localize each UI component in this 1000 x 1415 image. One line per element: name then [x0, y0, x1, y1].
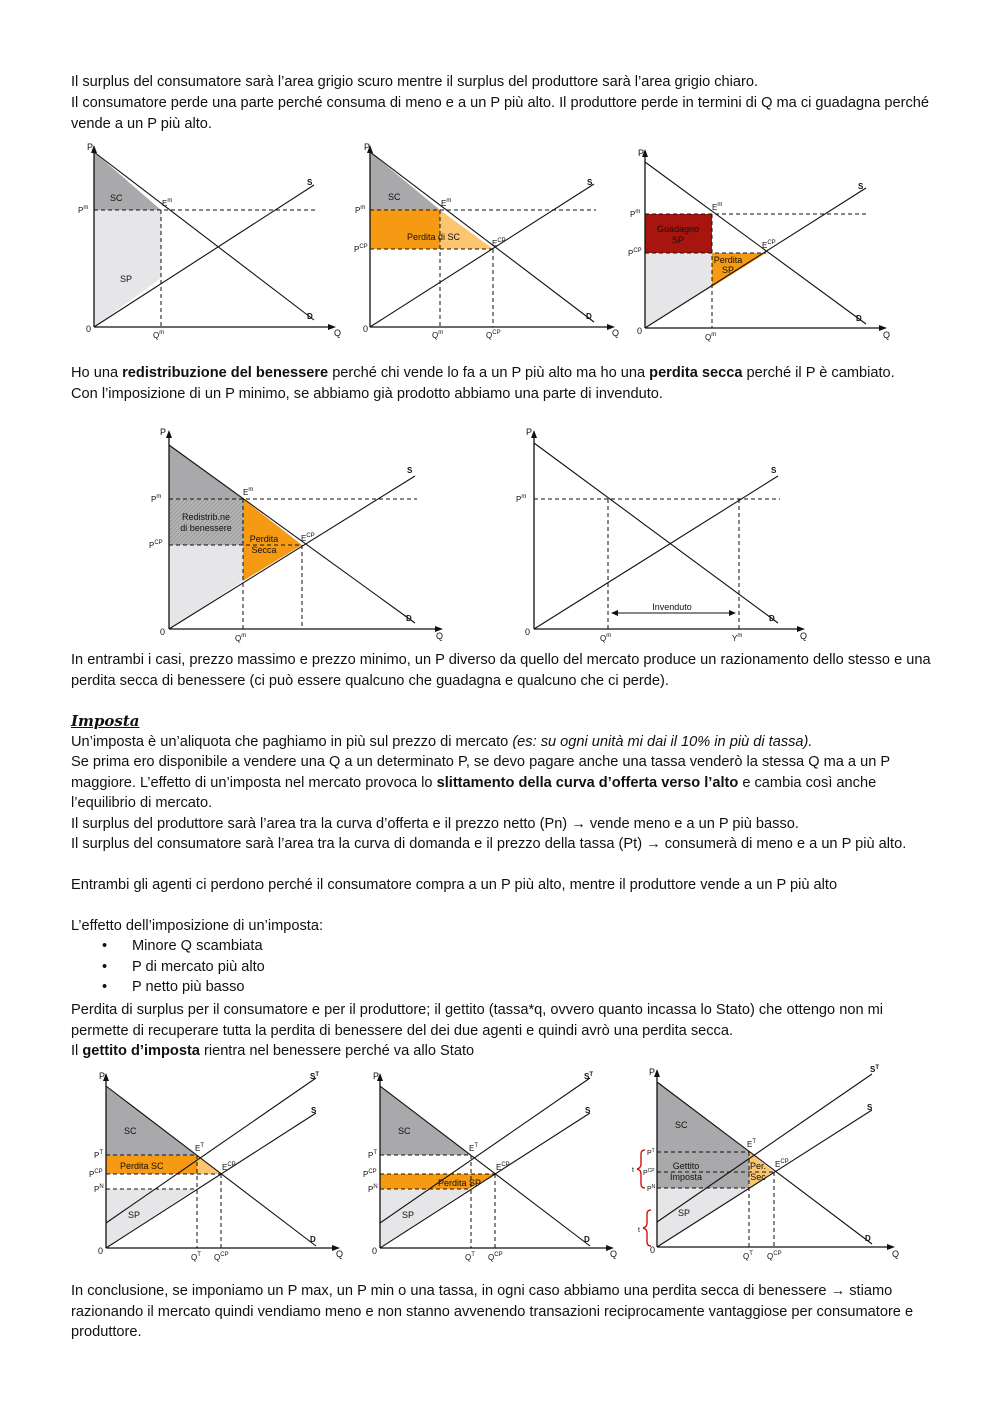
- svg-text:0: 0: [372, 1246, 378, 1256]
- svg-text:0: 0: [363, 324, 369, 334]
- svg-text:P: P: [526, 427, 533, 437]
- svg-text:S: S: [587, 178, 593, 187]
- paragraph-surplus-produttore: Il surplus del produttore sarà l’area tra la curva d’offerta e il prezzo netto (Pn) → vende meno e a un P più basso.: [71, 816, 799, 832]
- paragraph-slittamento: Se prima ero disponibile a vendere una Q a un determinato P, se devo pagare anche una tassa venderò la stessa Q ma a un P maggiore. L’effetto di un’imposta nel mercato provoca lo slittamento della curva d’offerta verso l’alto e cambia così anche l’equilibrio di mercato.: [71, 754, 890, 811]
- svg-text:Q: Q: [612, 328, 620, 338]
- svg-text:SP: SP: [678, 1208, 691, 1218]
- svg-text:di benessere: di benessere: [180, 523, 232, 533]
- svg-text:Q: Q: [610, 1249, 618, 1259]
- graph-prezzo-massimo-surplus: [78, 140, 348, 340]
- svg-text:QT: $Q^T$: [191, 1252, 201, 1262]
- svg-text:D: D: [769, 614, 775, 623]
- svg-text:ET: $E^T$: [195, 1143, 205, 1153]
- paragraph-entrambi-i-casi: In entrambi i casi, prezzo massimo e prezzo minimo, un P diverso da quello del mercato produce un razionamento dello stesso e una perdita secca di benessere (ci può essere qualcuno che guadagna e qualcuno che ci perde).: [71, 652, 931, 689]
- svg-text:ECP: $E^{CP}$: [496, 1162, 510, 1172]
- axis-q: Q: [334, 328, 342, 338]
- list-item: • Minore Q scambiata: [100, 936, 265, 957]
- svg-text:QCP: $Q^{CP}$: [214, 1252, 229, 1262]
- svg-text:ST: $S^T$: [870, 1065, 880, 1074]
- svg-text:PCP: $P^{CP}$: [363, 1169, 377, 1179]
- list-item: • P di mercato più alto: [100, 957, 265, 978]
- label-pm: $P^m$: [78, 205, 89, 215]
- svg-text:Qm: $Q^m$: [432, 330, 444, 340]
- svg-text:Pm: $P^m$: [630, 209, 641, 219]
- svg-text:S: S: [585, 1106, 591, 1115]
- svg-text:Imposta: Imposta: [669, 1172, 703, 1182]
- svg-text:Secca: Secca: [251, 545, 277, 555]
- svg-text:ECP: $E^{CP}$: [222, 1162, 236, 1172]
- paragraph-gettito: Il gettito d’imposta rientra nel benessere perché va allo Stato: [71, 1043, 475, 1059]
- label-perdita-secca: Perdita: [249, 534, 279, 544]
- area-sp: [94, 210, 161, 327]
- svg-text:QCP: $Q^{CP}$: [486, 330, 501, 340]
- list-item: • P netto più basso: [100, 977, 265, 998]
- svg-text:D: D: [856, 314, 862, 323]
- svg-text:Qm: $Q^m$: [600, 633, 612, 643]
- svg-text:PN: $P^N$: [94, 1184, 104, 1194]
- label-sc: SC: [110, 193, 123, 203]
- axis-p: P: [87, 142, 94, 152]
- svg-text:PCP: $P^{CP}$: [149, 540, 163, 550]
- svg-text:S: S: [867, 1103, 873, 1112]
- graph-imposta-perdita-sc: [84, 1068, 349, 1263]
- label-perdita-di-sc: Perdita di SC: [407, 232, 461, 242]
- svg-text:ST: $S^T$: [584, 1072, 594, 1081]
- svg-text:P: P: [373, 1071, 380, 1081]
- paragraph-surplus-areas: Il surplus del consumatore sarà l’area grigio scuro mentre il surplus del produttore sarà l’area grigio chiaro.: [71, 74, 759, 90]
- svg-text:PT: $P^T$: [94, 1150, 104, 1160]
- label-redistribuzione: Redistrib.ne: [181, 512, 231, 522]
- svg-text:SP: SP: [721, 265, 735, 275]
- svg-text:ET: $E^T$: [747, 1139, 757, 1149]
- effects-list: [100, 936, 265, 998]
- svg-text:Em: $E^m$: [712, 202, 723, 212]
- svg-text:ECP: $E^{CP}$: [762, 240, 776, 250]
- svg-text:S: S: [858, 182, 864, 191]
- svg-text:P: P: [649, 1067, 656, 1077]
- paragraph-perdita-surplus: Perdita di surplus per il consumatore e per il produttore; il gettito (tassa*q, ovvero quanto incassa lo Stato) che ottengo non mi permette di recuperare tutta la perdita di benessere del dei due agenti e quindi avrò una perdita secca.: [71, 1002, 884, 1039]
- svg-text:Em: $E^m$: [441, 198, 452, 208]
- graph-imposta-perdita-sp: [358, 1068, 623, 1263]
- label-sp: SP: [120, 274, 133, 284]
- label-per-sec: Per.: [749, 1161, 767, 1171]
- svg-text:t: t: [638, 1227, 640, 1234]
- svg-text:SC: SC: [398, 1126, 411, 1136]
- graph-prezzo-massimo-guadagno-sp: [626, 144, 896, 344]
- graph-prezzo-minimo-redistribuzione: [145, 423, 455, 645]
- svg-text:Pm: $P^m$: [516, 494, 527, 504]
- svg-text:ECP: $E^{CP}$: [492, 238, 506, 248]
- svg-text:Qm: $Q^m$: [235, 633, 247, 643]
- svg-text:S: S: [771, 466, 777, 475]
- svg-text:P: P: [638, 148, 645, 158]
- svg-text:QT: $Q^T$: [465, 1252, 475, 1262]
- svg-text:ET: $E^T$: [469, 1143, 479, 1153]
- svg-text:0: 0: [525, 627, 531, 637]
- paragraph-imposta-def: Un’imposta è un’aliquota che paghiamo in più sul prezzo di mercato (es: su ogni unità mi dai il 10% in più di tassa).: [71, 734, 813, 750]
- svg-text:SC: SC: [388, 192, 401, 202]
- svg-text:Q: Q: [336, 1249, 344, 1259]
- svg-text:PN: $P^N$: [647, 1184, 656, 1193]
- label-perdita-sp: Perdita SP: [438, 1178, 482, 1188]
- paragraph-consumer-loss: Il consumatore perde una parte perché consuma di meno e a un P più alto. Il produttore perde in termini di Q ma ci guadagna perché vende a un P più alto.: [71, 95, 930, 132]
- svg-text:D: D: [865, 1234, 871, 1243]
- svg-text:S: S: [407, 466, 413, 475]
- paragraph-effetto: L’effetto dell’imposizione di un’imposta:: [71, 918, 324, 934]
- svg-text:PCP: $P^{CP}$: [643, 1168, 655, 1177]
- label-perdita-sp: Perdita: [713, 255, 743, 265]
- svg-text:PT: $P^T$: [647, 1148, 655, 1157]
- brace-t-2: [643, 1210, 651, 1246]
- label-gettito-imposta: Gettito: [672, 1161, 700, 1171]
- svg-text:Qm: $Q^m$: [705, 332, 717, 342]
- graph-imposta-gettito: [632, 1064, 907, 1263]
- label-em: $E^m$: [162, 198, 173, 208]
- brace-t-1: [637, 1150, 645, 1188]
- svg-text:S: S: [307, 178, 313, 187]
- paragraph-p-minimo: Con l’imposizione di un P minimo, se abbiamo già prodotto abbiamo una parte di invenduto.: [71, 386, 663, 402]
- svg-text:PN: $P^N$: [368, 1184, 378, 1194]
- svg-text:SP: SP: [128, 1210, 141, 1220]
- svg-text:0: 0: [637, 326, 643, 336]
- svg-text:D: D: [307, 312, 313, 321]
- paragraph-entrambi-agenti: Entrambi gli agenti ci perdono perché il consumatore compra a un P più alto, mentre il produttore vende a un P più alto: [71, 877, 838, 893]
- svg-text:Pm: $P^m$: [355, 205, 366, 215]
- svg-text:S: S: [311, 1106, 317, 1115]
- label-guadagno-sp: Guadagno: [656, 224, 700, 234]
- svg-text:Pm: $P^m$: [151, 494, 162, 504]
- svg-text:Q: Q: [436, 631, 444, 641]
- label-qm: $Q^m$: [153, 330, 165, 340]
- svg-text:P: P: [160, 427, 167, 437]
- svg-text:D: D: [406, 614, 412, 623]
- svg-text:D: D: [310, 1235, 316, 1244]
- graph-prezzo-massimo-perdita-sc: [354, 140, 629, 340]
- svg-text:0: 0: [98, 1246, 104, 1256]
- svg-text:SC: SC: [675, 1120, 688, 1130]
- svg-text:0: 0: [160, 627, 166, 637]
- svg-text:0: 0: [650, 1245, 656, 1255]
- svg-text:SP: SP: [671, 235, 685, 245]
- svg-text:Q: Q: [800, 631, 808, 641]
- svg-text:ECP: $E^{CP}$: [301, 533, 315, 543]
- svg-text:PT: $P^T$: [368, 1150, 378, 1160]
- svg-text:Ym: $Y^m$: [732, 633, 743, 643]
- svg-text:PCP: $P^{CP}$: [89, 1169, 103, 1179]
- area-sc: [94, 152, 161, 210]
- svg-text:QCP: $Q^{CP}$: [488, 1252, 503, 1262]
- svg-text:t: t: [632, 1167, 634, 1174]
- svg-text:QT: $Q^T$: [743, 1251, 753, 1261]
- svg-text:SC: SC: [124, 1126, 137, 1136]
- label-invenduto: Invenduto: [652, 602, 692, 612]
- paragraph-redistribuzione: Ho una redistribuzione del benessere perché chi vende lo fa a un P più alto ma ho una perdita secca perché il P è cambiato.: [71, 365, 895, 381]
- svg-text:SP: SP: [402, 1210, 415, 1220]
- svg-text:D: D: [586, 312, 592, 321]
- label-perdita-sc: Perdita SC: [120, 1161, 164, 1171]
- paragraph-conclusione: In conclusione, se imponiamo un P max, un P min o una tassa, in ogni caso abbiamo una perdita secca di benessere → stiamo razionando il mercato quindi vendiamo meno e non stanno avvenendo transazioni reciprocamente vantaggiose per consumatore e produttore.: [71, 1283, 914, 1340]
- heading-imposta: Imposta: [71, 712, 140, 730]
- svg-text:P: P: [364, 142, 371, 152]
- svg-text:PCP: $P^{CP}$: [354, 244, 368, 254]
- paragraph-surplus-consumatore: Il surplus del consumatore sarà l’area tra la curva di domanda e il prezzo della tassa (Pt) → consumerà di meno e a un P più alto.: [71, 836, 907, 852]
- svg-text:Sec: Sec: [750, 1172, 766, 1182]
- svg-text:Q: Q: [883, 330, 891, 340]
- svg-text:Q: Q: [892, 1249, 900, 1259]
- svg-text:P: P: [99, 1071, 106, 1081]
- svg-text:Em: $E^m$: [243, 487, 254, 497]
- svg-text:ST: $S^T$: [310, 1072, 320, 1081]
- svg-text:QCP: $Q^{CP}$: [767, 1251, 782, 1261]
- svg-text:PCP: $P^{CP}$: [628, 248, 642, 258]
- graph-prezzo-minimo-invenduto: [510, 423, 820, 645]
- svg-text:0: 0: [86, 324, 92, 334]
- svg-text:D: D: [584, 1235, 590, 1244]
- svg-text:ECP: $E^{CP}$: [775, 1159, 789, 1169]
